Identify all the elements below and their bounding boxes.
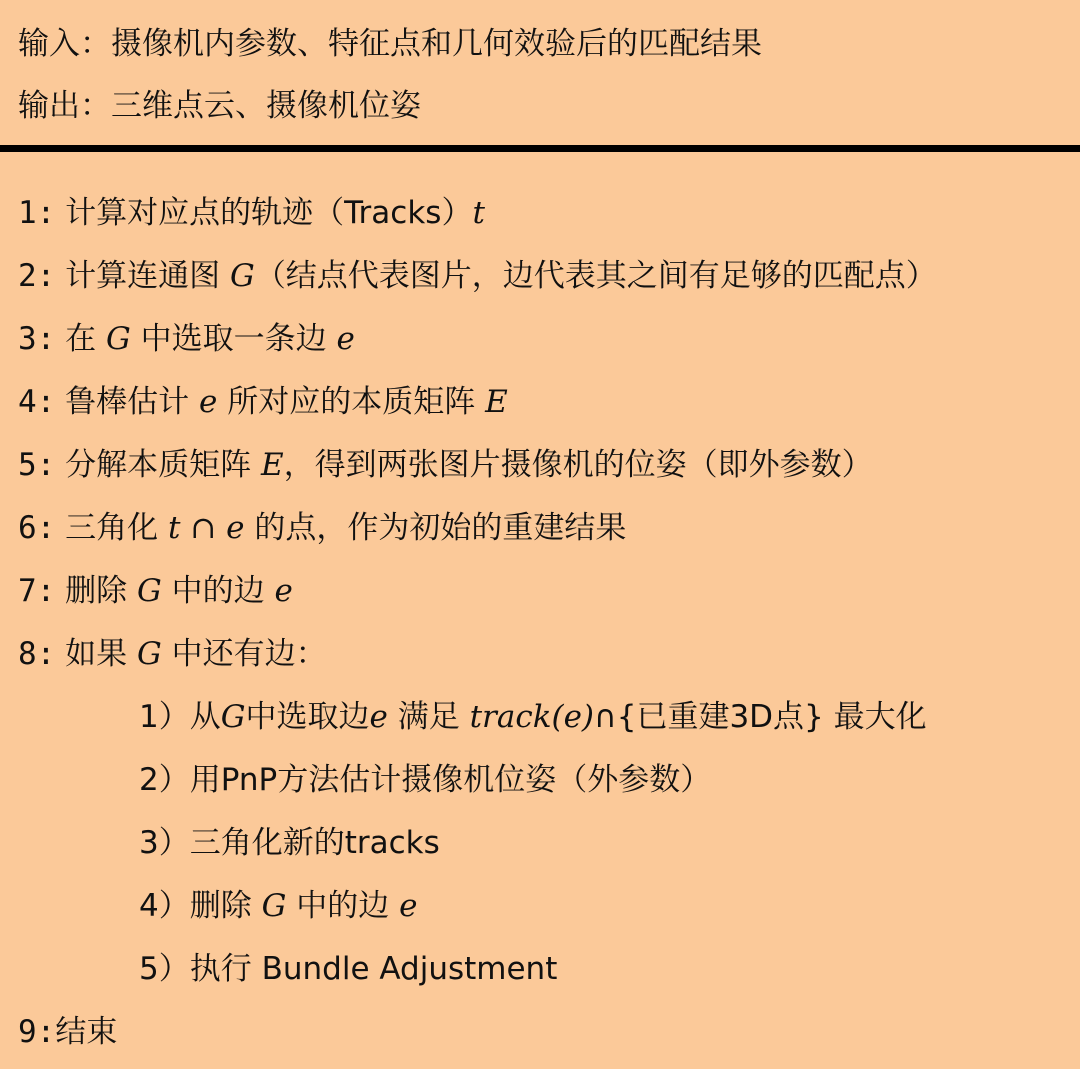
step-text: （结点代表图片，边代表其之间有足够的匹配点） — [254, 258, 937, 294]
input-description: 输入：摄像机内参数、特征点和几何效验后的匹配结果 — [18, 26, 762, 62]
output-description: 输出：三维点云、摄像机位姿 — [18, 88, 421, 124]
step-text: ，得到两张图片摄像机的位姿（即外参数） — [283, 447, 873, 483]
step-text: 删除 — [189, 888, 262, 924]
step-9 — [18, 1012, 117, 1052]
step-text: 所对应的本质矩阵 — [217, 384, 486, 420]
step-text: ∩{已重建3D点} 最大化 — [594, 699, 927, 735]
math-expression: track(e) — [469, 699, 595, 735]
step-number: 1: — [18, 195, 56, 231]
step-number: 7: — [18, 573, 56, 609]
step-text: 计算连通图 — [55, 258, 231, 294]
substep-1 — [139, 697, 927, 737]
substep-number: 3） — [139, 825, 190, 861]
step-text: 三角化 — [55, 510, 169, 546]
math-symbol: E — [485, 384, 508, 420]
step-text: 三角化新的tracks — [189, 825, 440, 861]
step-text: 如果 — [55, 636, 138, 672]
step-number: 4: — [18, 384, 56, 420]
substep-3 — [139, 823, 440, 863]
step-8 — [18, 634, 327, 674]
step-text: 执行 Bundle Adjustment — [189, 951, 558, 987]
math-symbol: e — [199, 384, 218, 420]
step-text: 从 — [189, 699, 221, 735]
math-symbol: e — [399, 888, 418, 924]
math-symbol: t — [472, 195, 485, 231]
math-symbol: E — [261, 447, 284, 483]
math-symbol: G — [261, 888, 287, 924]
step-6 — [18, 508, 626, 548]
header-divider — [0, 145, 1080, 152]
math-symbol: G — [137, 636, 162, 672]
substep-4 — [139, 886, 417, 926]
step-text: 鲁棒估计 — [55, 384, 200, 420]
step-number: 5: — [18, 447, 56, 483]
step-3 — [18, 319, 355, 359]
step-text: 计算对应点的轨迹（Tracks） — [55, 195, 473, 231]
step-4 — [18, 382, 508, 422]
math-symbol: G — [137, 573, 162, 609]
step-text: 中的边 — [286, 888, 400, 924]
step-number: 9: — [18, 1014, 56, 1050]
math-symbol: e — [369, 699, 388, 735]
step-text: 删除 — [55, 573, 138, 609]
substep-number: 5） — [139, 951, 190, 987]
step-7 — [18, 571, 293, 611]
step-text: 在 — [55, 321, 107, 357]
math-symbol: G — [106, 321, 131, 357]
step-number: 3: — [18, 321, 56, 357]
step-text: 中的边 — [161, 573, 275, 609]
substep-number: 2） — [139, 762, 190, 798]
substep-number: 1） — [139, 699, 190, 735]
step-text: 的点，作为初始的重建结果 — [244, 510, 627, 546]
step-number: 6: — [18, 510, 56, 546]
substep-5 — [139, 949, 557, 989]
step-number: 2: — [18, 258, 56, 294]
math-symbol: e — [336, 321, 355, 357]
step-5 — [18, 445, 873, 485]
step-1 — [18, 193, 485, 233]
substep-number: 4） — [139, 888, 190, 924]
step-text: 用PnP方法估计摄像机位姿（外参数） — [189, 762, 712, 798]
step-text: 分解本质矩阵 — [55, 447, 262, 483]
math-symbol: e — [274, 573, 293, 609]
step-number: 8: — [18, 636, 56, 672]
step-text: 中选取边 — [245, 699, 370, 735]
step-text: 中选取一条边 — [130, 321, 337, 357]
step-text: 中还有边： — [161, 636, 327, 672]
math-symbol: G — [220, 699, 246, 735]
substep-2 — [139, 760, 711, 800]
step-2 — [18, 256, 937, 296]
step-text: 结束 — [55, 1014, 118, 1050]
math-symbol: t ∩ e — [168, 510, 245, 546]
step-text: 满足 — [387, 699, 470, 735]
math-symbol: G — [230, 258, 255, 294]
